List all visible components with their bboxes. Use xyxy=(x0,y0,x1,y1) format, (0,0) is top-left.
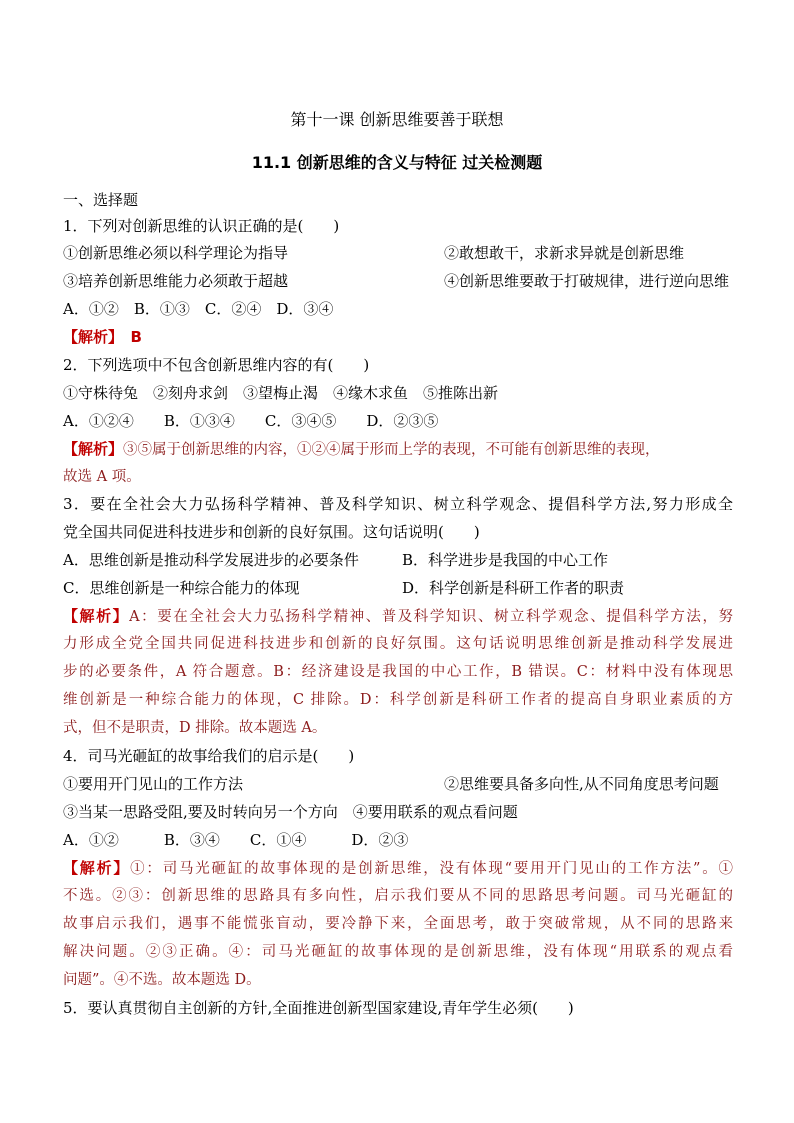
question-4-options-row-1 xyxy=(63,774,733,794)
analysis-tag: 【解析】 xyxy=(63,607,130,625)
question-4-options-row-2: ③当某一思路受阻,要及时转向另一个方向 ④要用联系的观点看问题 xyxy=(63,803,518,821)
question-1-option-4: ④创新思维要敢于打破规律，进行逆向思维 xyxy=(444,272,730,290)
lesson-title: 第十一课 创新思维要善于联想 xyxy=(290,110,504,129)
exercise-title: 11.1 创新思维的含义与特征 过关检测题 xyxy=(251,153,543,172)
question-1-analysis xyxy=(63,327,142,347)
question-3-explanation-5: 式，但不是职责，D 排除。故本题选 A。 xyxy=(63,720,327,736)
question-4-stem: 4．司马光砸缸的故事给我们的启示是( ) xyxy=(63,747,355,765)
question-3-explanation-1: A：要在全社会大力弘扬科学精神、普及科学知识、树立科学观念、提倡科学方法，努 xyxy=(129,609,733,625)
question-1-option-3: ③培养创新思维能力必须敢于超越 xyxy=(63,272,289,290)
question-4-explanation-4: 解决问题。②③正确。④：司马光砸缸的故事体现的是创新思维，没有体现“用联系的观点看 xyxy=(63,944,733,960)
question-3-option-b: B．科学进步是我国的中心工作 xyxy=(402,551,609,569)
question-1-options-row-2 xyxy=(63,271,733,291)
question-3-analysis-line-1 xyxy=(63,606,733,627)
question-3-stem-2: 党全国共同促进科技进步和创新的良好氛围。这句话说明( ) xyxy=(63,523,480,541)
question-2-choices: A．①②④ B．①③④ C．③④⑤ D．②③⑤ xyxy=(63,412,439,430)
question-3-options-row-2 xyxy=(63,578,733,598)
question-3-option-a: A．思维创新是推动科学发展进步的必要条件 xyxy=(63,551,359,569)
analysis-tag: 【解析】 xyxy=(63,328,116,346)
question-1-option-1: ①创新思维必须以科学理论为指导 xyxy=(63,244,289,262)
question-1-answer: B xyxy=(115,328,142,346)
question-3-option-d: D．科学创新是科研工作者的职责 xyxy=(402,579,625,597)
question-4-explanation-3: 故事启示我们，遇事不能慌张盲动，要冷静下来，全面思考，敢于突破常规，从不同的思路来 xyxy=(63,916,733,932)
analysis-tag: 【解析】 xyxy=(63,440,124,458)
question-5-stem: 5．要认真贯彻自主创新的方针,全面推进创新型国家建设,青年学生必须( ) xyxy=(63,999,574,1017)
question-4-choices: A．①② B．③④ C．①④ D．②③ xyxy=(63,831,409,849)
question-2-analysis-line-1 xyxy=(63,439,660,460)
question-3-options-row-1 xyxy=(63,550,733,570)
question-1-option-2: ②敢想敢干，求新求异就是创新思维 xyxy=(444,244,685,262)
question-4-option-1: ①要用开门见山的工作方法 xyxy=(63,775,244,793)
analysis-tag: 【解析】 xyxy=(63,859,131,877)
question-3-explanation-4: 维创新是一种综合能力的体现，C 排除。D：科学创新是科研工作者的提高自身职业素质的方 xyxy=(63,692,733,708)
question-4-explanation-2: 不选。②③：创新思维的思路具有多向性，启示我们要从不同的思路思考问题。司马光砸缸的 xyxy=(63,888,733,904)
question-2-explanation-1: ③⑤属于创新思维的内容，①②④属于形而上学的表现，不可能有创新思维的表现， xyxy=(123,442,660,458)
question-2-stem: 2．下列选项中不包含创新思维内容的有( ) xyxy=(63,356,370,374)
question-4-explanation-5: 问题”。④不选。故本题选 D。 xyxy=(63,972,261,988)
question-1-stem: 1．下列对创新思维的认识正确的是( ) xyxy=(63,217,340,235)
question-1-choices: A．①② B．①③ C．②④ D．③④ xyxy=(63,300,334,318)
question-3-option-c: C．思维创新是一种综合能力的体现 xyxy=(63,579,300,597)
question-1-options-row-1 xyxy=(63,243,733,263)
question-4-option-2: ②思维要具备多向性,从不同角度思考问题 xyxy=(444,775,719,793)
section-heading: 一、选择题 xyxy=(63,191,139,209)
question-4-analysis-line-1 xyxy=(63,858,733,879)
question-3-explanation-3: 步的必要条件，A 符合题意。B：经济建设是我国的中心工作，B 错误。C：材料中没有体现思 xyxy=(63,664,733,680)
question-3-stem-1: 3．要在全社会大力弘扬科学精神、普及科学知识、树立科学观念、提倡科学方法,努力形成全 xyxy=(63,495,733,513)
question-4-explanation-1: ①：司马光砸缸的故事体现的是创新思维，没有体现“要用开门见山的工作方法”。① xyxy=(130,861,733,877)
question-2-items: ①守株待兔 ②刻舟求剑 ③望梅止渴 ④缘木求鱼 ⑤推陈出新 xyxy=(63,384,499,402)
question-3-explanation-2: 力形成全党全国共同促进科技进步和创新的良好氛围。这句话说明思维创新是推动科学发展进 xyxy=(63,636,733,652)
question-2-explanation-2: 故选 A 项。 xyxy=(63,469,141,485)
